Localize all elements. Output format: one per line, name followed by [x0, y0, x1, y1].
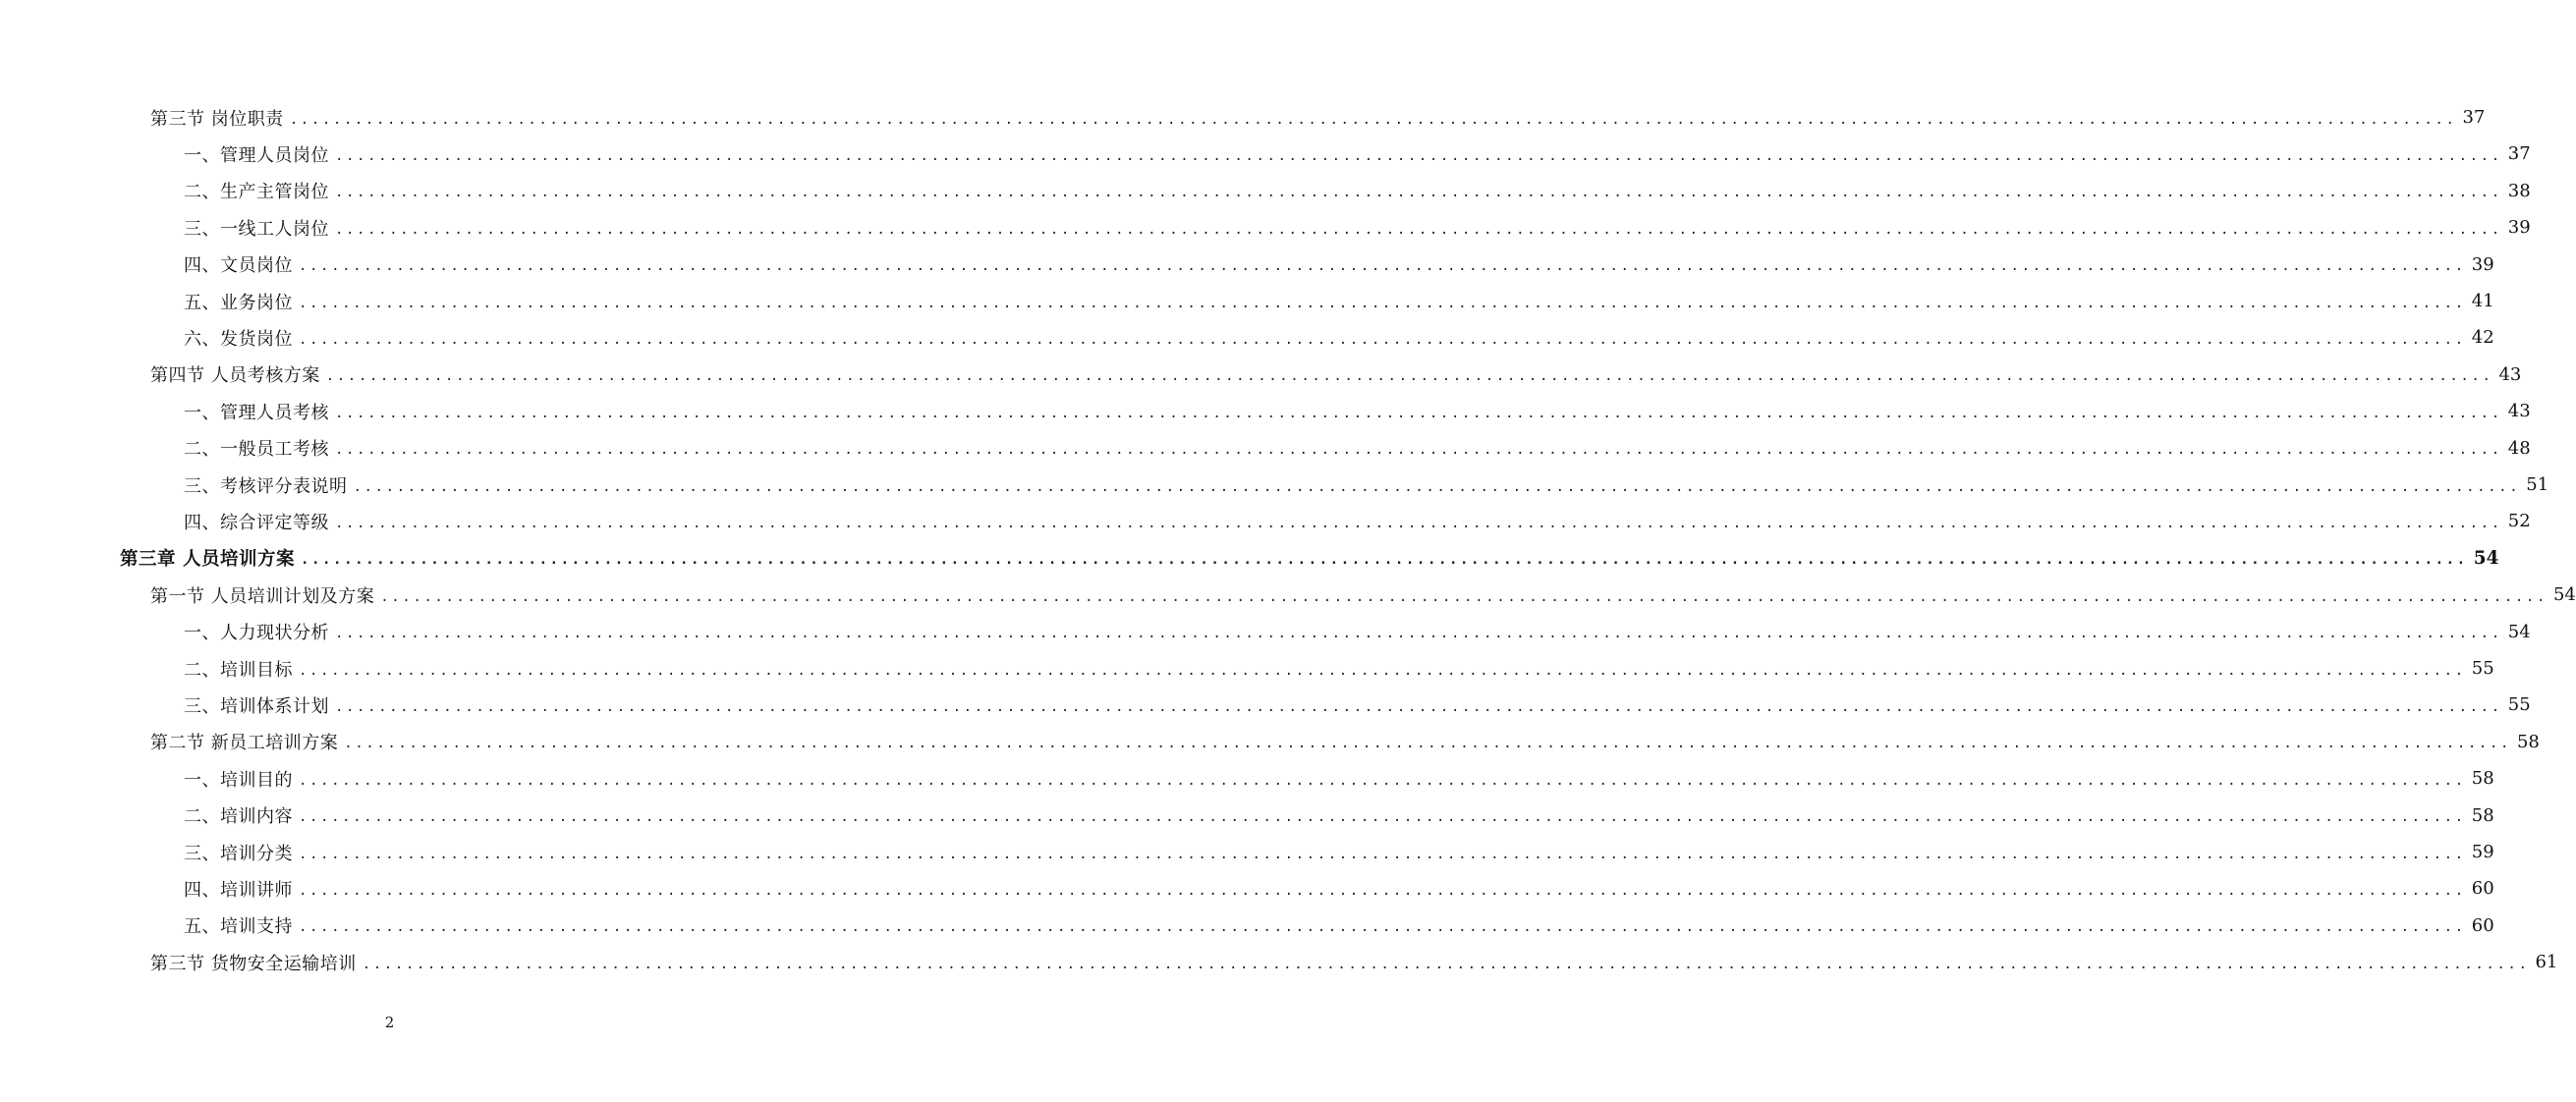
toc-entry-page: 42 [2471, 327, 2494, 349]
toc-entry-title: 二、培训内容 [184, 806, 293, 828]
toc-entry-page: 38 [2507, 180, 2531, 201]
toc-entry[interactable] [184, 908, 2494, 944]
toc-entry[interactable] [184, 760, 2494, 797]
toc-entry-title: 一、管理人员岗位 [184, 144, 329, 166]
toc-entry[interactable] [150, 724, 2540, 760]
toc-entry-title: 五、培训支持 [184, 916, 293, 938]
toc-dot-leader: ........................................................................................................................................................................................................ [299, 772, 2466, 789]
toc-entry-title: 三、一线工人岗位 [184, 218, 329, 240]
toc-entry-title: 一、培训目的 [184, 769, 293, 791]
toc-dot-leader: ........................................................................................................................................................................................................ [335, 626, 2502, 642]
toc-entry[interactable] [184, 650, 2494, 687]
toc-entry[interactable] [184, 247, 2494, 283]
toc-dot-leader: ........................................................................................................................................................................................................ [335, 185, 2502, 201]
toc-entry-title: 三、培训分类 [184, 843, 293, 864]
toc-entry-page: 60 [2471, 878, 2494, 900]
toc-dot-leader: ........................................................................................................................................................................................................ [299, 882, 2466, 899]
toc-entry[interactable] [120, 540, 2499, 577]
toc-entry-page: 39 [2507, 217, 2531, 239]
toc-dot-leader: ........................................................................................................................................................................................................ [335, 698, 2502, 715]
toc-entry-page: 59 [2471, 842, 2494, 862]
toc-entry[interactable] [184, 503, 2531, 539]
toc-entry[interactable] [150, 357, 2522, 393]
toc-entry-title: 二、一般员工考核 [184, 439, 329, 461]
toc-entry-title: 四、培训讲师 [184, 879, 293, 901]
toc-entry[interactable] [184, 393, 2531, 429]
toc-dot-leader: ........................................................................................................................................................................................................ [335, 442, 2502, 459]
toc-dot-leader: ........................................................................................................................................................................................................ [353, 478, 2521, 495]
toc-entry[interactable] [184, 430, 2531, 467]
toc-dot-leader: ........................................................................................................................................................................................................ [299, 846, 2466, 862]
toc-entry[interactable] [184, 834, 2494, 870]
toc-entry-page: 43 [2507, 401, 2531, 422]
toc-entry-page: 58 [2471, 804, 2494, 826]
toc-dot-leader: ........................................................................................................................................................................................................ [299, 295, 2466, 311]
toc-dot-leader: ........................................................................................................................................................................................................ [299, 662, 2466, 679]
toc-entry[interactable] [184, 136, 2531, 172]
toc-entry[interactable] [184, 319, 2494, 356]
toc-entry-title: 一、管理人员考核 [184, 402, 329, 423]
toc-entry-page: 60 [2471, 914, 2494, 936]
toc-entry-page: 48 [2507, 437, 2531, 459]
toc-dot-leader: ........................................................................................................................................................................................................ [335, 405, 2502, 421]
toc-entry[interactable] [184, 173, 2531, 209]
toc-entry-title: 第三节 岗位职责 [150, 108, 284, 130]
toc-entry[interactable] [150, 99, 2486, 136]
toc-entry[interactable] [150, 577, 2576, 613]
toc-entry-page: 43 [2498, 363, 2522, 385]
toc-entry[interactable] [184, 687, 2531, 723]
toc-entry-page: 39 [2471, 253, 2494, 275]
toc-dot-leader: ........................................................................................................................................................................................................ [335, 147, 2502, 164]
toc-entry-title: 二、培训目标 [184, 659, 293, 681]
toc-dot-leader: ........................................................................................................................................................................................................ [299, 809, 2466, 826]
toc-entry-title: 二、生产主管岗位 [184, 182, 329, 203]
toc-entry-title: 第四节 人员考核方案 [150, 365, 320, 387]
toc-entry-title: 第三章 人员培训方案 [120, 549, 295, 571]
toc-entry-page: 58 [2516, 731, 2540, 752]
toc-entry-page: 54 [2552, 584, 2576, 606]
toc-dot-leader: ........................................................................................................................................................................................................ [299, 258, 2466, 275]
toc-entry[interactable] [150, 944, 2558, 980]
toc-entry-page: 52 [2507, 511, 2531, 532]
toc-dot-leader: ........................................................................................................................................................................................................ [325, 368, 2493, 385]
toc-dot-leader: ........................................................................................................................................................................................................ [300, 552, 2468, 569]
toc-entry-page: 58 [2471, 768, 2494, 790]
toc-dot-leader: ........................................................................................................................................................................................................ [289, 111, 2457, 128]
toc-entry[interactable] [184, 209, 2531, 246]
toc-entry-page: 41 [2471, 291, 2494, 311]
toc-entry-title: 第一节 人员培训计划及方案 [150, 585, 375, 607]
toc-entry[interactable] [184, 870, 2494, 907]
toc-dot-leader: ........................................................................................................................................................................................................ [299, 331, 2466, 348]
toc-entry-page: 61 [2535, 952, 2558, 973]
toc-dot-leader: ........................................................................................................................................................................................................ [299, 919, 2466, 936]
toc-entry-page: 55 [2507, 694, 2531, 716]
toc-dot-leader: ........................................................................................................................................................................................................ [344, 736, 2511, 752]
toc-entry[interactable] [184, 614, 2531, 650]
toc-dot-leader: ........................................................................................................................................................................................................ [335, 221, 2502, 238]
toc-entry-page: 37 [2462, 107, 2486, 128]
page-number: 2 [384, 1014, 395, 1031]
toc-entry[interactable] [184, 467, 2549, 503]
toc-entry-page: 51 [2526, 474, 2549, 495]
toc-dot-leader: ........................................................................................................................................................................................................ [362, 956, 2530, 972]
toc-entry-page: 54 [2473, 547, 2499, 569]
toc-entry-title: 第二节 新员工培训方案 [150, 733, 339, 754]
toc-entry-title: 三、培训体系计划 [184, 695, 329, 717]
toc-entry-title: 五、业务岗位 [184, 292, 293, 313]
toc-entry-title: 一、人力现状分析 [184, 623, 329, 644]
toc-entry-title: 四、文员岗位 [184, 255, 293, 277]
toc-dot-leader: ........................................................................................................................................................................................................ [335, 515, 2502, 531]
toc-entry-title: 三、考核评分表说明 [184, 475, 348, 497]
toc-entry-page: 37 [2507, 143, 2531, 165]
toc-entry-title: 第三节 货物安全运输培训 [150, 953, 357, 974]
toc-entry-title: 六、发货岗位 [184, 328, 293, 350]
toc-entry-title: 四、综合评定等级 [184, 512, 329, 533]
toc-entry-page: 54 [2507, 621, 2531, 642]
toc-entry[interactable] [184, 283, 2494, 319]
toc-entry-page: 55 [2471, 658, 2494, 679]
toc-dot-leader: ........................................................................................................................................................................................................ [380, 588, 2548, 605]
toc-entry[interactable] [184, 798, 2494, 834]
